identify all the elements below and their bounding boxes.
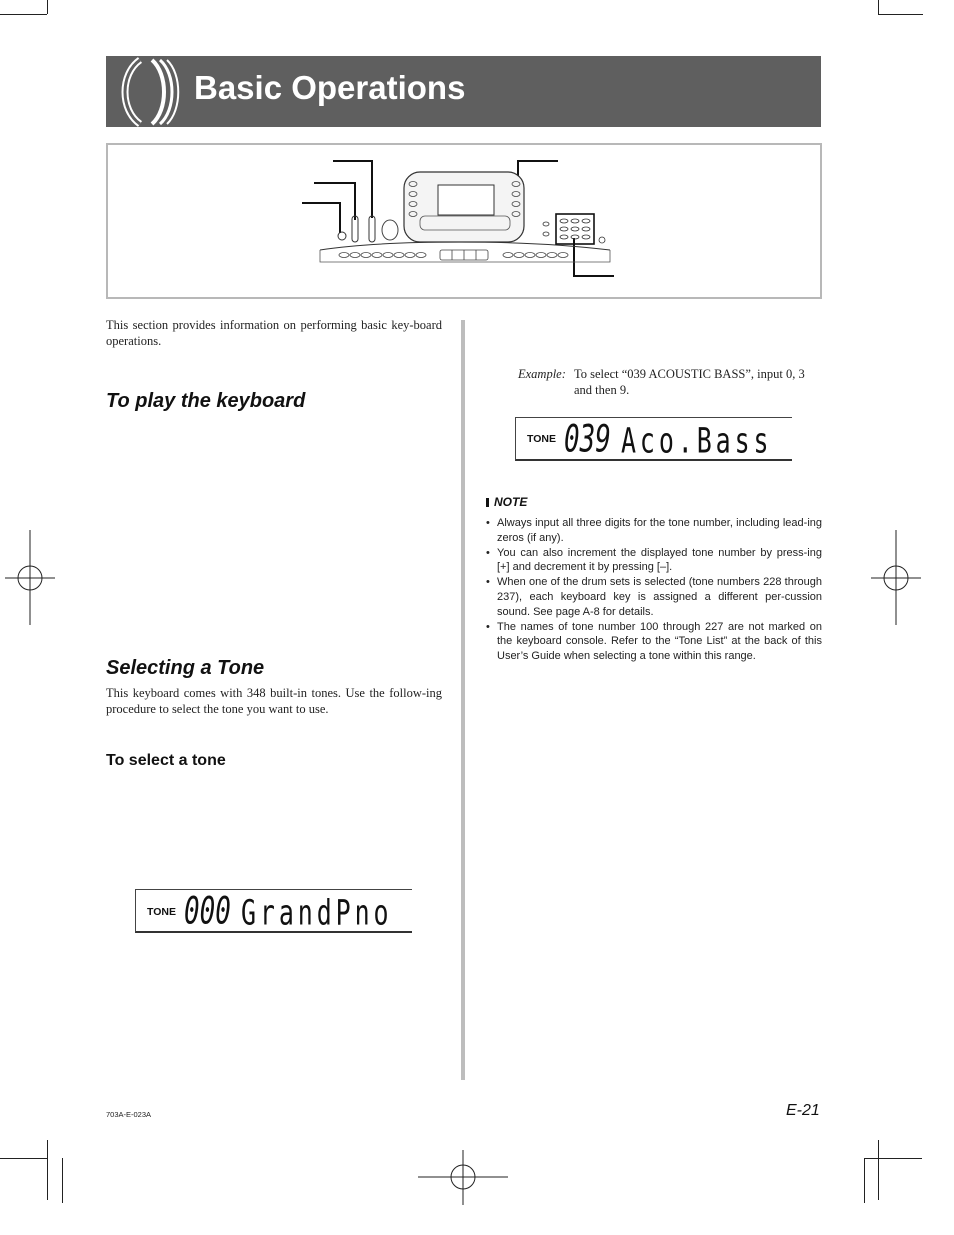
header-bracket-decoration — [112, 56, 182, 127]
selecting-tone-paragraph: This keyboard comes with 348 built-in tones. Use the follow-ing procedure to select the tone you want to use. — [106, 686, 442, 716]
footer-code: 703A-E-023A — [106, 1110, 152, 1119]
example-text: To select “039 ACOUSTIC BASS”, input 0, 3 and then 9. — [574, 367, 805, 397]
heading-selecting-tone: Selecting a Tone — [106, 657, 265, 679]
note-item: • Always input all three digits for the tone number, including lead-ing zeros (if any). — [486, 516, 822, 546]
registration-mark-bottom — [418, 1150, 508, 1205]
note-list — [486, 516, 822, 664]
intro-paragraph: This section provides information on performing basic key-board operations. — [106, 318, 442, 348]
lcd-tone-number: 039 — [564, 418, 611, 462]
lcd-tone-label: TONE — [147, 906, 176, 918]
note-heading-text: NOTE — [494, 495, 528, 509]
crop-mark — [62, 1158, 63, 1203]
keyboard-console-illustration — [300, 158, 620, 283]
heading-play-keyboard: To play the keyboard — [106, 390, 306, 412]
column-divider — [461, 320, 465, 1080]
crop-mark — [878, 14, 923, 15]
subheading-select-tone: To select a tone — [106, 752, 226, 769]
crop-mark — [0, 14, 47, 15]
crop-mark — [878, 0, 879, 14]
crop-mark — [47, 0, 48, 14]
example-label: Example: — [518, 367, 566, 381]
crop-mark — [0, 1158, 47, 1159]
lcd-tone-name: Aco.Bass — [621, 420, 773, 462]
crop-mark — [864, 1158, 865, 1203]
crop-mark — [864, 1158, 922, 1159]
lcd-tone-number: 000 — [184, 890, 231, 934]
note-item: • When one of the drum sets is selected (tone numbers 228 through 237), each keyboard key is assigned a different per-cussion sound. See page A-8 for details. — [486, 575, 822, 619]
note-marker-icon — [486, 498, 489, 507]
note-section — [486, 493, 822, 664]
page-number: E-21 — [786, 1102, 820, 1119]
registration-mark-right — [866, 530, 926, 625]
crop-mark — [47, 1140, 48, 1200]
lcd-tone-label: TONE — [527, 433, 556, 445]
page-title: Basic Operations — [194, 69, 466, 106]
note-item: • You can also increment the displayed tone number by press-ing [+] and decrement it by pressing [–]. — [486, 546, 822, 576]
lcd-tone-name: GrandPno — [241, 892, 393, 934]
note-heading — [486, 493, 822, 511]
crop-mark — [878, 1140, 879, 1200]
registration-mark-left — [0, 530, 60, 625]
note-item: • The names of tone number 100 through 227 are not marked on the keyboard console. Refer to the “Tone List” at the back of this User’s Guide when selecting a tone within this range. — [486, 620, 822, 664]
